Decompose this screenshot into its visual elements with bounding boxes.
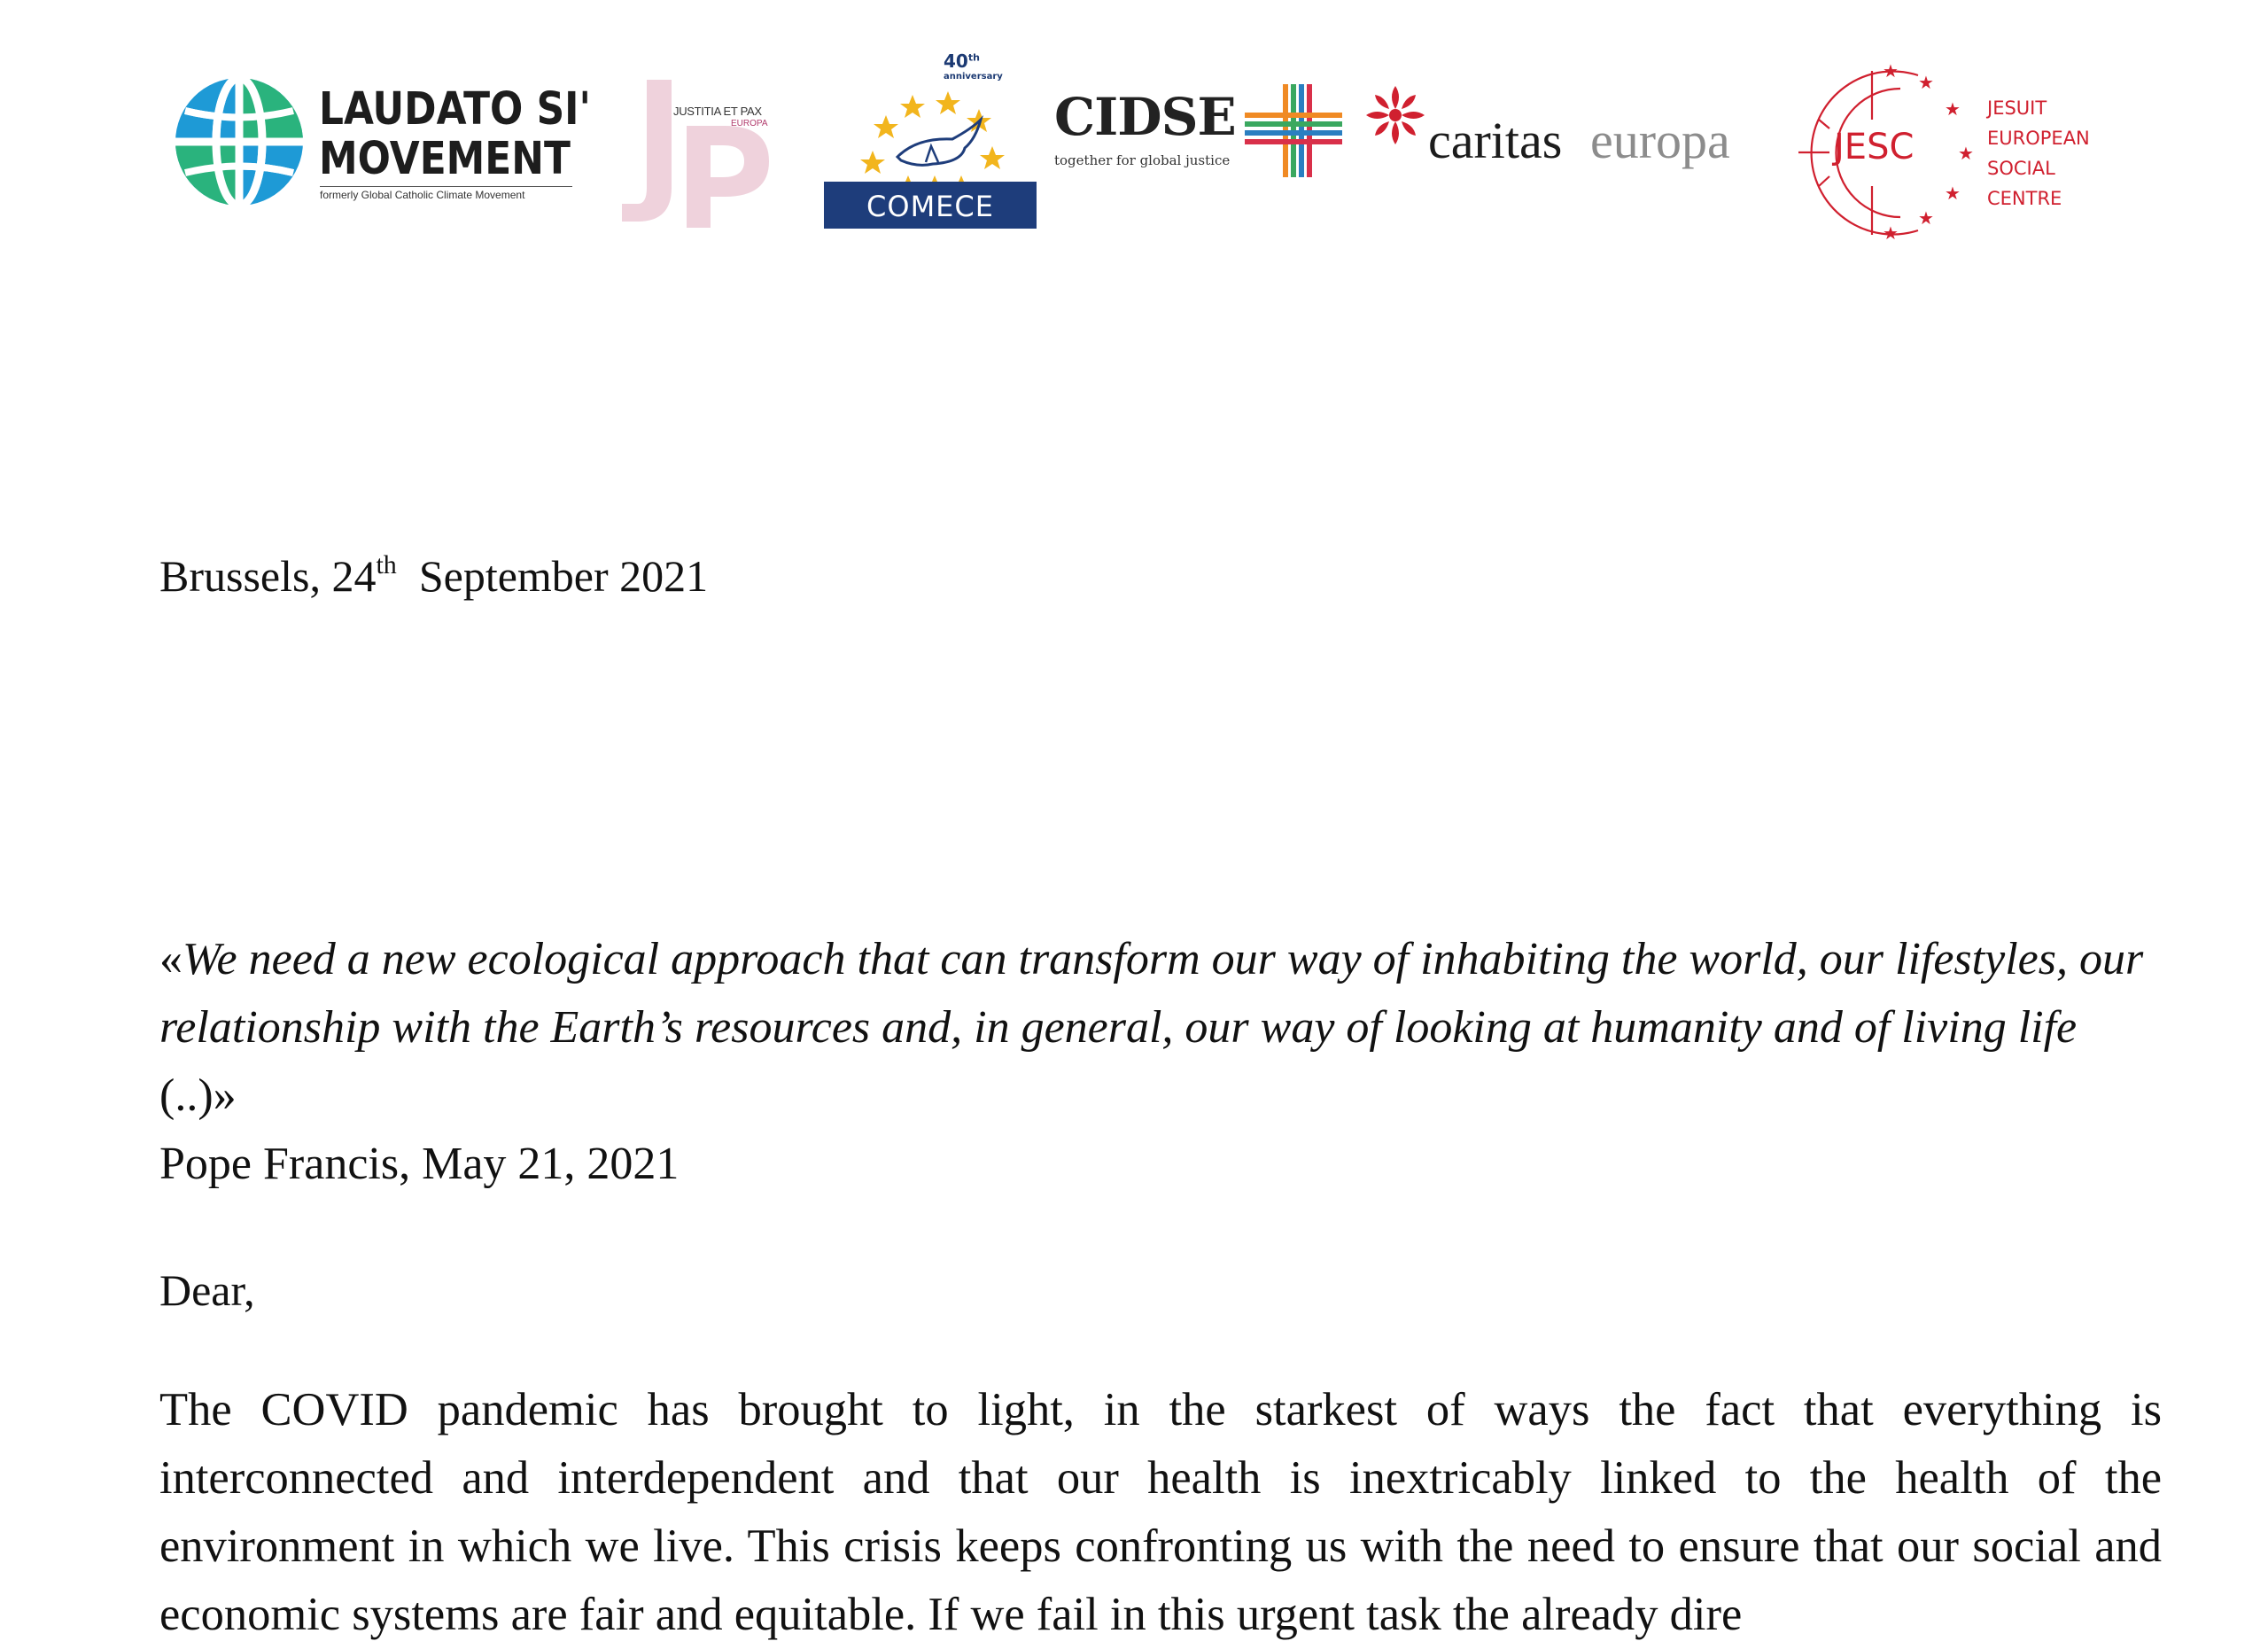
jp-subname: EUROPA — [731, 119, 768, 128]
caritas-word: caritas — [1428, 112, 1563, 169]
jesc-line-social: SOCIAL — [1987, 158, 2055, 179]
laudato-si-subtitle: formerly Global Catholic Climate Movement — [320, 186, 572, 201]
woven-stripes-icon — [1245, 84, 1342, 182]
letter-date: Brussels, 24th September 2021 — [159, 550, 709, 601]
svg-text:★: ★ — [1918, 207, 1934, 229]
quote-text: We need a new ecological approach that can transform our way of inhabiting the world, our lifestyles, our relationship with the Earth’s resources and, in general, our way of looking at humanity and of living life — [159, 934, 2144, 1053]
jp-monogram-icon — [611, 73, 797, 232]
logo-header — [0, 0, 2268, 257]
cidse-tagline: together for global justice — [1054, 152, 1231, 168]
body-paragraph: The COVID pandemic has brought to light, in the starkest of ways the fact that everything is interconnected and interdependent and that our health is inextricably linked to the health of the environment in which we live. This crisis keeps confronting us with the need to ensure that our social and economic systems are fair and equitable. If we fail in this urgent task the already dire — [159, 1384, 2162, 1640]
laudato-si-movement-logo — [173, 71, 591, 213]
svg-text:★: ★ — [1945, 183, 1961, 204]
jesc-line-jesuit: JESUIT — [1987, 97, 2047, 119]
europa-word: europa — [1590, 112, 1730, 169]
pope-quote: «We need a new ecological approach that can transform our way of inhabiting the world, our lifestyles, our relationship with the Earth’s resources and, in general, our way of looking at humanity and of living life (..)» Pope Francis, May 21, 2021 — [159, 934, 2144, 1189]
jesc-line-european: EUROPEAN — [1987, 128, 2090, 149]
comece-anniversary-word: anniversary — [944, 72, 1003, 82]
cidse-name: CIDSE — [1054, 87, 1236, 147]
justitia-et-pax-logo — [611, 73, 797, 232]
jp-name: JUSTITIA ET PAX — [673, 105, 762, 118]
laudato-si-name: LAUDATO SI' MOVEMENT — [319, 83, 591, 185]
svg-text:★: ★ — [1883, 222, 1899, 244]
svg-text:★: ★ — [1945, 98, 1961, 120]
caritas-europa-logo — [1364, 84, 1781, 182]
quote-attribution: Pope Francis, May 21, 2021 — [159, 1139, 680, 1189]
comece-logo — [819, 49, 1041, 235]
jesc-logo — [1785, 58, 2140, 248]
comece-anniversary-number: 40th — [944, 51, 980, 72]
jesc-mark: JESC — [1834, 127, 1915, 167]
comece-name: COMECE — [866, 190, 994, 223]
cidse-logo — [1054, 89, 1347, 186]
caritas-flame-cross-icon — [1364, 84, 1426, 146]
svg-text:★: ★ — [1958, 143, 1974, 164]
svg-text:★: ★ — [1883, 60, 1899, 82]
svg-text:★: ★ — [1918, 72, 1934, 93]
globe-icon — [173, 75, 306, 208]
jesc-line-centre: CENTRE — [1987, 188, 2062, 209]
salutation: Dear, — [159, 1265, 255, 1315]
